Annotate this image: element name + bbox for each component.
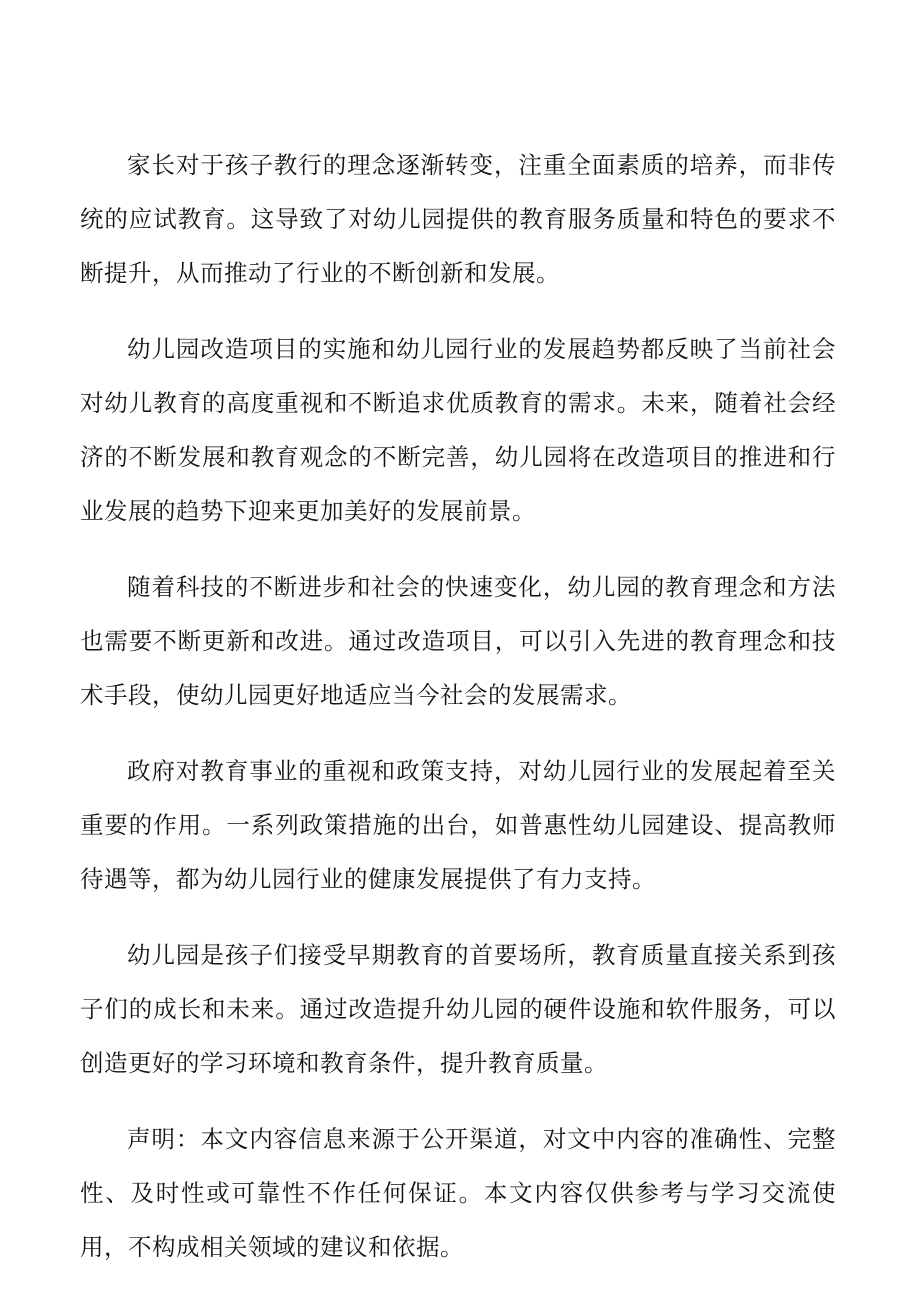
paragraph-disclaimer: 声明：本文内容信息来源于公开渠道，对文中内容的准确性、完整性、及时性或可靠性不作任何保证。本文内容仅供参考与学习交流使用，不构成相关领域的建议和依据。 bbox=[80, 1125, 836, 1261]
paragraph-education-quality: 幼儿园是孩子们接受早期教育的首要场所，教育质量直接关系到孩子们的成长和未来。通过改造提升幼儿园的硬件设施和软件服务，可以创造更好的学习环境和教育条件，提升教育质量。 bbox=[80, 941, 836, 1077]
paragraph-parent-attitude: 家长对于孩子教行的理念逐渐转变，注重全面素质的培养，而非传统的应试教育。这导致了对幼儿园提供的教育服务质量和特色的要求不断提升，从而推动了行业的不断创新和发展。 bbox=[80, 151, 836, 287]
paragraph-technology-progress: 随着科技的不断进步和社会的快速变化，幼儿园的教育理念和方法也需要不断更新和改进。通过改造项目，可以引入先进的教育理念和技术手段，使幼儿园更好地适应当今社会的发展需求。 bbox=[80, 573, 836, 709]
paragraph-development-trend: 幼儿园改造项目的实施和幼儿园行业的发展趋势都反映了当前社会对幼儿教育的高度重视和不断追求优质教育的需求。未来，随着社会经济的不断发展和教育观念的不断完善，幼儿园将在改造项目的推进和行业发展的趋势下迎来更加美好的发展前景。 bbox=[80, 335, 836, 525]
document-body bbox=[80, 138, 836, 1296]
paragraph-government-policy: 政府对教育事业的重视和政策支持，对幼儿园行业的发展起着至关重要的作用。一系列政策措施的出台，如普惠性幼儿园建设、提高教师待遇等，都为幼儿园行业的健康发展提供了有力支持。 bbox=[80, 757, 836, 893]
